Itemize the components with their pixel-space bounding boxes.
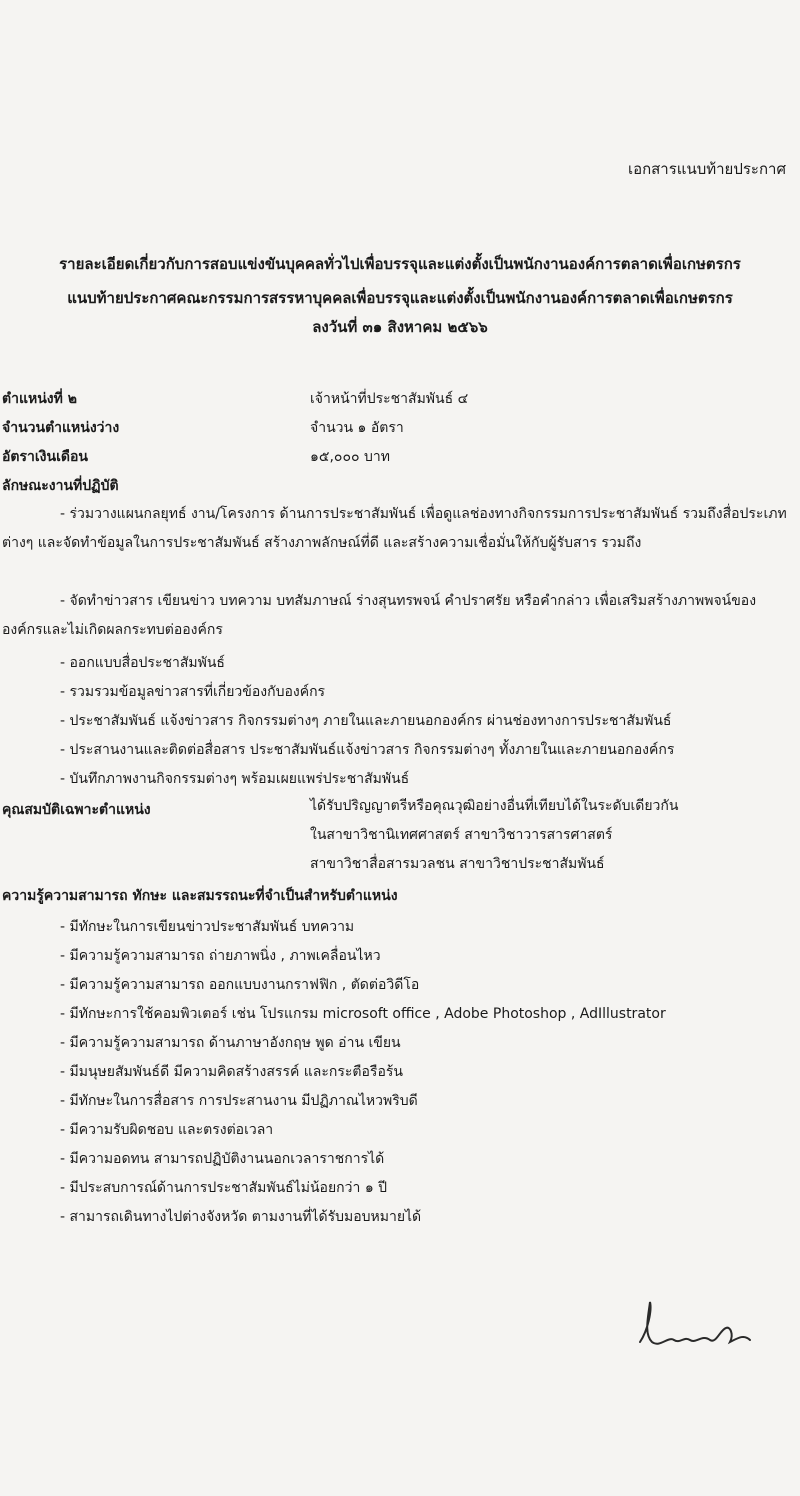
qualification-text: [310, 792, 678, 879]
job-duty-item: - ประชาสัมพันธ์ แจ้งข่าวสาร กิจกรรมต่างๆ ภายในและภายนอกองค์กร ผ่านช่องทางการประชาสัมพันธ์: [60, 713, 672, 729]
competency-item: - มีความรับผิดชอบ และตรงต่อเวลา: [60, 1122, 274, 1138]
document-title-line1: รายละเอียดเกี่ยวกับการสอบแข่งขันบุคคลทั่วไปเพื่อบรรจุและแต่งตั้งเป็นพนักงานองค์การตลาดเพื่อเกษตรกร: [59, 255, 741, 273]
competency-item: - สามารถเดินทางไปต่างจังหวัด ตามงานที่ได้รับมอบหมายได้: [60, 1209, 422, 1225]
job-duty-item: - รวมรวมข้อมูลข่าวสารที่เกี่ยวข้องกับองค์กร: [60, 684, 326, 700]
job-nature-heading: ลักษณะงานที่ปฏิบัติ: [2, 478, 119, 494]
competency-item: - มีความรู้ความสามารถ ถ่ายภาพนิ่ง , ภาพเคลื่อนไหว: [60, 948, 381, 964]
salary-value: ๑๕,๐๐๐ บาท: [310, 449, 390, 465]
competency-item: - มีประสบการณ์ด้านการประชาสัมพันธ์ไม่น้อยกว่า ๑ ปี: [60, 1180, 388, 1196]
qualification-label: คุณสมบัติเฉพาะตำแหน่ง: [2, 802, 151, 818]
handwritten-signature: [630, 1300, 760, 1360]
annex-label: เอกสารแนบท้ายประกาศ: [627, 160, 786, 178]
qualification-line: สาขาวิชาสื่อสารมวลชน สาขาวิชาประชาสัมพันธ์: [310, 856, 605, 872]
qualification-line: ในสาขาวิชานิเทศศาสตร์ สาขาวิชาวารสารศาสตร์: [310, 827, 613, 843]
position-label: ตำแหน่งที่ ๒: [2, 391, 77, 407]
job-duty-item: - ออกแบบสื่อประชาสัมพันธ์: [60, 655, 225, 671]
vacancies-value: จำนวน ๑ อัตรา: [310, 420, 404, 436]
competency-heading: ความรู้ความสามารถ ทักษะ และสมรรถนะที่จำเป็นสำหรับตำแหน่ง: [2, 888, 398, 904]
competency-item: - มีทักษะการใช้คอมพิวเตอร์ เช่น โปรแกรม microsoft office , Adobe Photoshop , AdIllustrator: [60, 1006, 666, 1022]
salary-label: อัตราเงินเดือน: [2, 449, 88, 465]
competency-item: - มีความรู้ความสามารถ ด้านภาษาอังกฤษ พูด อ่าน เขียน: [60, 1035, 401, 1051]
position-value: เจ้าหน้าที่ประชาสัมพันธ์ ๔: [310, 391, 469, 407]
competency-item: - มีทักษะในการสื่อสาร การประสานงาน มีปฏิภาณไหวพริบดี: [60, 1093, 418, 1109]
document-title-line2: แนบท้ายประกาศคณะกรรมการสรรหาบุคคลเพื่อบรรจุและแต่งตั้งเป็นพนักงานองค์การตลาดเพื่อเกษตรกร: [67, 289, 733, 307]
qualification-line: ได้รับปริญญาตรีหรือคุณวุฒิอย่างอื่นที่เทียบได้ในระดับเดียวกัน: [310, 798, 679, 814]
competency-item: - มีมนุษยสัมพันธ์ดี มีความคิดสร้างสรรค์ และกระตือรือร้น: [60, 1064, 403, 1080]
document-date: ลงวันที่ ๓๑ สิงหาคม ๒๕๖๖: [312, 318, 488, 336]
job-nature-paragraph-1: - ร่วมวางแผนกลยุทธ์ งาน/โครงการ ด้านการประชาสัมพันธ์ เพื่อดูแลช่องทางกิจกรรมการประชาสัมพันธ์ รวมถึงสื่อประเภทต่างๆ และจัดทำข้อมูลในการประชาสัมพันธ์ สร้างภาพลักษณ์ที่ดี และสร้างความเชื่อมั่นให้กับผู้รับสาร รวมถึง: [2, 506, 787, 551]
job-nature-paragraph-2: - จัดทำข่าวสาร เขียนข่าว บทความ บทสัมภาษณ์ ร่างสุนทรพจน์ คำปราศรัย หรือคำกล่าว เพื่อเสริมสร้างภาพพจน์ขององค์กรและไม่เกิดผลกระทบต่อองค์กร: [2, 593, 757, 638]
competency-item: - มีความรู้ความสามารถ ออกแบบงานกราฟฟิก , ตัดต่อวิดีโอ: [60, 977, 420, 993]
job-duty-item: - บันทึกภาพงานกิจกรรมต่างๆ พร้อมเผยแพร่ประชาสัมพันธ์: [60, 771, 410, 787]
vacancies-label: จำนวนตำแหน่งว่าง: [2, 420, 120, 436]
competency-item: - มีทักษะในการเขียนข่าวประชาสัมพันธ์ บทความ: [60, 919, 355, 935]
competency-item: - มีความอดทน สามารถปฏิบัติงานนอกเวลาราชการได้: [60, 1151, 385, 1167]
job-duty-item: - ประสานงานและติดต่อสื่อสาร ประชาสัมพันธ์แจ้งข่าวสาร กิจกรรมต่างๆ ทั้งภายในและภายนอกองค์กร: [60, 742, 675, 758]
